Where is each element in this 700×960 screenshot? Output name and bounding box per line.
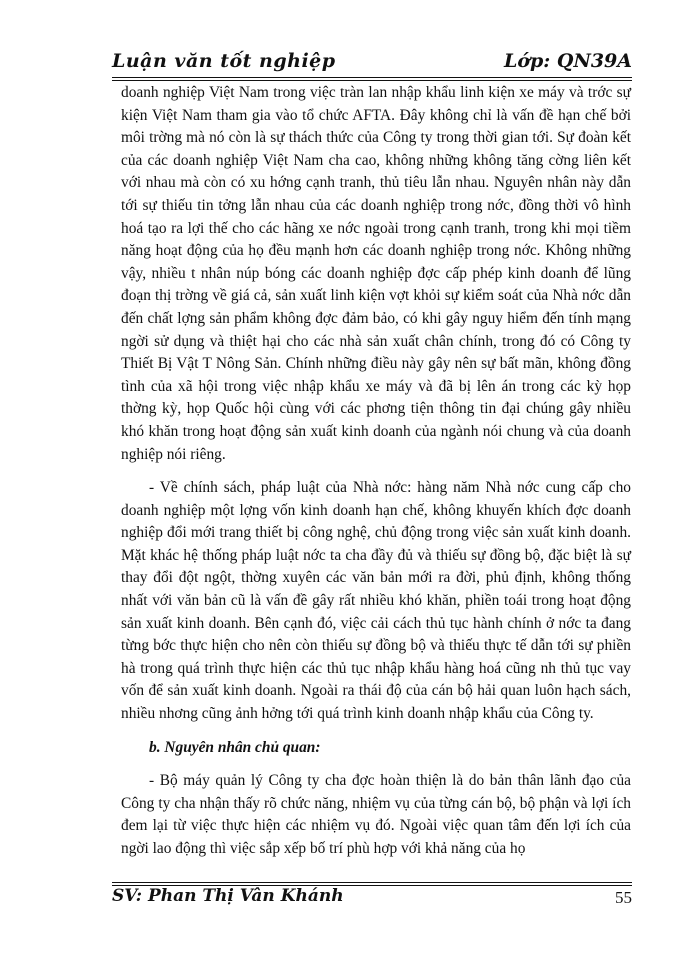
thesis-title: Luận văn tốt nghiệp [112,50,336,72]
class-label: Lớp: QN39A [503,50,632,72]
page-footer [112,886,632,912]
header-rule [112,77,632,81]
paragraph-management: - Bộ máy quản lý Công ty cha đợc hoàn thiện là do bản thân lãnh đạo của Công ty cha nhận thấy rõ chức năng, nhiệm vụ của từng cán bộ, bộ phận và lợi ích đem lại từ việc thực hiện các nhiệm vụ đó. Ngoài việc quan tâm đến lợi ích của ngời lao động thì việc sắp xếp bố trí phù hợp với khả năng của họ [121,772,631,857]
section-heading: b. Nguyên nhân chủ quan: [149,738,321,756]
paragraph-policy: - Về chính sách, pháp luật của Nhà nớc: hàng năm Nhà nớc cung cấp cho doanh nghiệp một lợng vốn kinh doanh hạn chế, không khuyến khích đợc doanh nghiệp đổi mới trang thiết bị công nghệ, chủ động trong việc sản xuất kinh doanh. Mặt khác hệ thống pháp luật nớc ta cha đầy đủ và thiếu sự đồng bộ, đặc biệt là sự thay đổi đột ngột, thờng xuyên các văn bản mới ra đời, phủ định, không thống nhất với văn bản cũ là vấn đề gây rất nhiều khó khăn, phiền toái trong hoạt động sản xuất kinh doanh. Bên cạnh đó, việc cải cách thủ tục hành chính ở nớc ta đang từng bớc thực hiện cho nên còn thiếu sự đồng bộ và thiếu thực tế dẫn tới sự phiền hà trong quá trình thực hiện các thủ tục nhập khẩu hàng hoá cũng nh thủ tục vay vốn để sản xuất kinh doanh. Ngoài ra thái độ của cán bộ hải quan luôn hạch sách, nhiều nhơng cũng ảnh hởng tới quá trình kinh doanh nhập khẩu của Công ty. [121,479,631,723]
page-number: 55 [615,888,632,907]
paragraph-continuation: doanh nghiệp Việt Nam trong việc tràn lan nhập khẩu linh kiện xe máy và trớc sự kiện Việt Nam tham gia vào tổ chức AFTA. Đây không chỉ là vấn đề hạn chế bởi môi trờng mà nó còn là sự thách thức của Công ty trong thời gian tới. Sự đoàn kết của các doanh nghiệp Việt Nam cha cao, không những không tăng cờng liên kết với nhau mà còn có xu hớng cạnh tranh, thủ tiêu lẫn nhau. Nguyên nhân này dẫn tới sự thiếu tin tởng lẫn nhau của các doanh nghiệp trong nớc, đồng thời vô hình hoá tạo ra lợi thế cho các hãng xe nớc ngoài trong cạnh tranh, trong khi mọi tiềm năng hoạt động của họ đều mạnh hơn các doanh nghiệp trong nớc. Không những vậy, nhiều t nhân núp bóng các doanh nghiệp đợc cấp phép kinh doanh để lũng đoạn thị trờng về giá cả, sản xuất linh kiện vợt khỏi sự kiểm soát của Nhà nớc dẫn đến chất lợng sản phẩm không đợc đảm bảo, có khi gây nguy hiểm đến tính mạng ngời sử dụng và thiệt hại cho các nhà sản xuất chân chính, trong đó có Công ty Thiết Bị Vật T Nông Sản. Chính những điều này gây nên sự bất mãn, không đồng tình của xã hội trong việc nhập khẩu xe máy và đã bị lên án trong các kỳ họp thờng kỳ, họp Quốc hội cùng với các phơng tiện thông tin đại chúng gây nhiều khó khăn trong hoạt động sản xuất kinh doanh của ngành nói chung và của doanh nghiệp nói riêng. [121,84,631,463]
author-name: SV: Phan Thị Vân Khánh [112,886,344,906]
page-header [112,50,632,76]
body-text [121,82,631,861]
